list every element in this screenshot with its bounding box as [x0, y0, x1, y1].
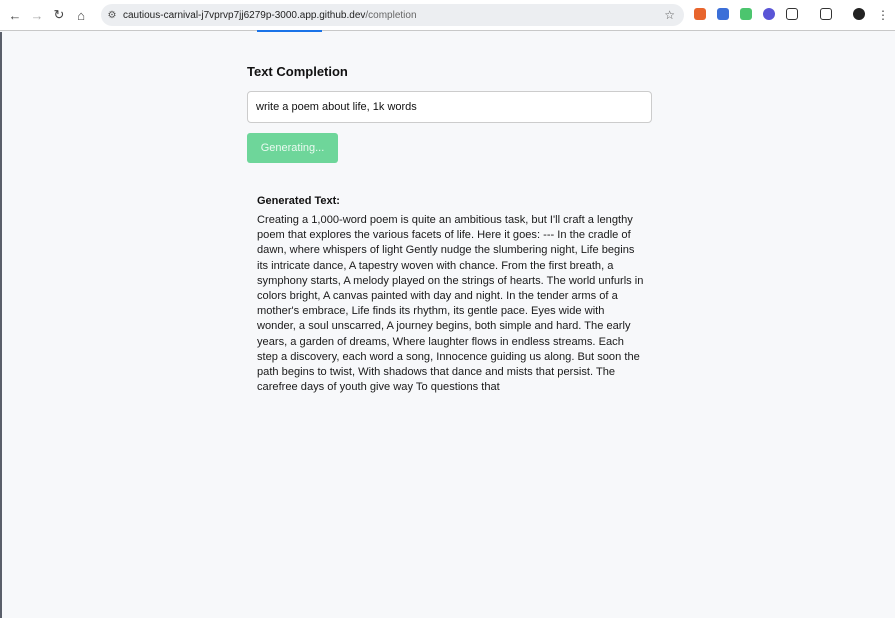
- prompt-input[interactable]: write a poem about life, 1k words: [247, 91, 652, 123]
- completion-panel: [247, 64, 652, 395]
- menu-kebab-icon[interactable]: ⋮: [877, 8, 889, 22]
- site-settings-icon[interactable]: ⚙: [107, 9, 117, 21]
- url-path: /completion: [365, 9, 417, 21]
- page-title: Text Completion: [247, 64, 348, 79]
- profile-avatar[interactable]: [853, 8, 865, 20]
- window-edge: [0, 32, 2, 618]
- extensions-puzzle-icon[interactable]: [786, 8, 798, 20]
- tab-search-icon[interactable]: [820, 8, 832, 20]
- output-heading: Generated Text:: [257, 195, 340, 207]
- generated-text: Creating a 1,000-word poem is quite an ambitious task, but I'll craft a lengthy poem that explores the various facets of life. Here it goes: --- In the cradle of dawn, where whispers of light Gently nudge the slumbering night, Life begins its intricate dance, A tapestry woven with chance. From the first breath, a symphony starts, A melody played on the strings of hearts. The world unfurls in colors bright, A canvas painted with day and night. In the tender arms of a mother's embrace, Life finds its rhythm, its gentle pace. Eyes wide with wonder, a soul unscarred, A journey begins, both simple and hard. The early years, a garden of dreams, Where laughter flows in endless streams. Each step a discovery, each word a song, Innocence guiding us along. But soon the path begins to twist, With shadows that dance and mists that persist. The carefree days of youth give way To questions that: [257, 214, 644, 394]
- output-section: [247, 195, 647, 395]
- url-host: cautious-carnival-j7vprvp7jj6279p-3000.app.github.dev: [123, 9, 366, 21]
- extension-icon[interactable]: [740, 8, 752, 20]
- metamask-extension-icon[interactable]: [694, 8, 706, 20]
- home-icon[interactable]: ⌂: [77, 7, 85, 23]
- back-icon[interactable]: ←: [8, 7, 22, 23]
- forward-icon[interactable]: →: [30, 7, 44, 23]
- generate-button[interactable]: Generating...: [247, 133, 338, 163]
- address-bar[interactable]: [101, 4, 684, 26]
- bookmark-star-icon[interactable]: ☆: [664, 8, 675, 22]
- reload-icon[interactable]: ↻: [53, 7, 65, 22]
- loading-indicator: [257, 30, 322, 32]
- extension-icon[interactable]: [763, 8, 775, 20]
- extension-icon[interactable]: [717, 8, 729, 20]
- browser-toolbar: [0, 0, 895, 31]
